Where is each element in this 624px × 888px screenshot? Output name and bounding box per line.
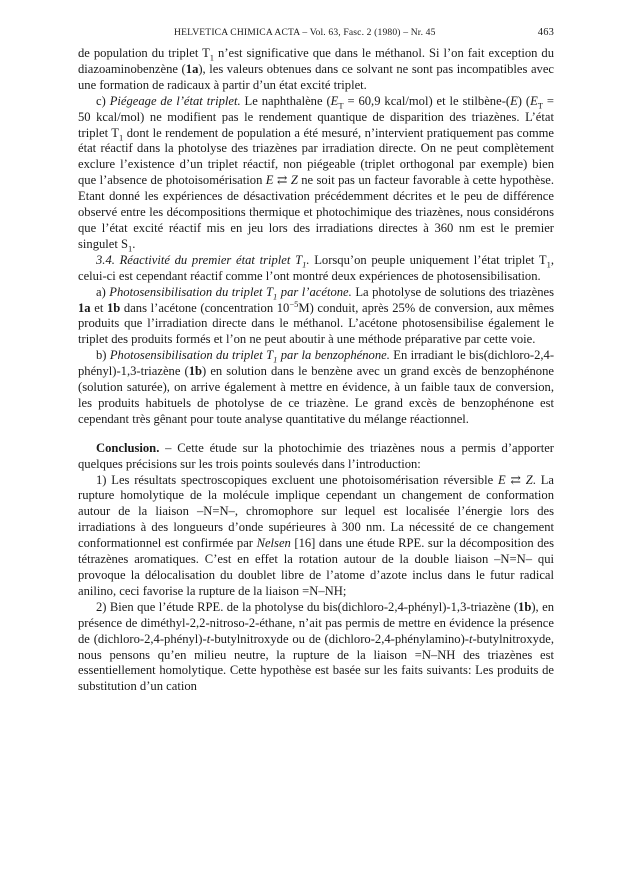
text-run: – Cette étude sur la photochimie des triazènes nous a permis d’apporter quelques précisions sur les trois points soulevés dans l’introduction: <box>78 440 554 471</box>
text-run: t <box>468 631 473 646</box>
text-run: Lorsqu’on peuple uniquement l’état triplet T <box>309 252 547 267</box>
paragraph-p3 <box>78 253 554 285</box>
text-run: 1 <box>273 354 278 365</box>
text-run: Piégeage de l’état triplet. <box>109 93 241 108</box>
text-run: 1 <box>302 259 307 270</box>
text-run: 1a <box>78 300 91 315</box>
text-run: . <box>306 252 310 267</box>
text-run: T <box>537 100 543 111</box>
paragraph-p1 <box>78 46 554 94</box>
text-run: La photolyse de solutions des triazènes <box>351 284 555 299</box>
text-run: 1 <box>546 259 551 270</box>
article-body <box>78 46 554 695</box>
text-run: 1 <box>209 52 215 63</box>
text-run: M) conduit, après 25% de conversion, aux mêmes produits que l’irradiation directe dans le méthanol. L’acétone photosensibilise également le triplet des produits formés et l’on ne peut aboutir à une méthode préparative par cette voie. <box>78 300 554 347</box>
text-run: ne soit pas un facteur favorable à cette hypothèse. Etant donné les expériences de désactivation précédemment décrites et le peu de différence observé entre les décompositions thermique et photochimique des triazènes, nous considérons que l’état excité réactif mis en jeu lors des irradiations directes à 360 nm est le premier singulet S <box>78 173 554 251</box>
text-run: dans l’acétone (concentration 10 <box>120 300 290 315</box>
text-run: par la benzophénone. <box>277 348 390 363</box>
text-run: . La rupture homolytique de la molécule implique cependant un changement de conformation autour de la liaison –N=N–, chromophore sur lequel est localisée l’énergie lors des irradiations à des longueurs d’onde supérieures à 300 nm. La nécessité de ce changement conformationnel est confirmée par <box>78 472 554 551</box>
text-run: ) ( <box>517 93 531 108</box>
text-run: ), les valeurs obtenues dans ce solvant ne sont pas incompatibles avec une formation de radicaux à partir d’un état excité triplet. <box>78 61 555 92</box>
text-run: ⇄ <box>273 173 291 188</box>
paragraph-p7 <box>78 473 554 600</box>
text-run: 3.4. Réactivité du premier état triplet T <box>96 252 303 267</box>
paragraph-p6 <box>78 441 554 473</box>
text-run: 1) Les résultats spectroscopiques excluent une photoisomérisation réversible <box>96 472 498 487</box>
paragraph-p4 <box>78 285 554 349</box>
text-run: 1 <box>273 291 278 302</box>
text-run: , celui-ci est cependant réactif comme l’ont montré deux expériences de photosensibilisation. <box>78 252 554 283</box>
text-run: T <box>338 100 344 111</box>
text-run: b) <box>96 348 110 363</box>
text-run: 2) Bien que l’étude RPE. de la photolyse du bis(dichloro-2,4-phényl)-1,3-triazène ( <box>96 599 519 614</box>
paragraph-p5 <box>78 348 554 428</box>
text-run: [16] dans une étude RPE. sur la décomposition des tétrazènes aromatiques. C’est en effet la rotation autour de la double liaison –N=N– qui provoque la délocalisation du doublet libre de l’atome d’azote inclus dans le futur radical anilino, ceci favorise la rupture de la liaison =N–NH; <box>78 536 554 598</box>
text-run: 1 <box>128 243 133 254</box>
page-number: 463 <box>537 27 554 38</box>
text-run: ⇄ <box>505 472 526 487</box>
paragraph-p2 <box>78 94 554 253</box>
text-run: Z <box>525 472 533 487</box>
text-run: -butylnitroxyde, nous pensons qu’en milieu neutre, la rupture de la liaison =N–NH des triazènes est essentiellement homolytique. Cette hypothèse est basée sur les faits suivants: Les produits de substitution d’un cation <box>78 631 554 694</box>
text-run: ) en solution dans le benzène avec un grand excès de benzophénone (solution saturée), on arrive également à mettre en évidence, à un faible taux de conversion, les produits habituels de photolyse de ce triazène. Le grand excès de benzophénone est cependant très gênant pour toute analyse quantitative du mélange réactionnel. <box>78 364 554 426</box>
text-run: En irradiant le bis(dichloro-2,4-phényl)-1,3-triazène ( <box>78 348 555 379</box>
text-run: 1 <box>119 132 124 143</box>
text-run: E <box>330 93 339 108</box>
text-run: E <box>265 173 274 188</box>
text-run: Photosensibilisation du triplet T <box>109 284 274 299</box>
section-spacer <box>78 428 554 441</box>
journal-citation: HELVETICA CHIMICA ACTA – Vol. 63, Fasc. 2 (1980) – Nr. 45 <box>174 27 436 38</box>
text-run: E <box>530 93 538 108</box>
text-run: 1a <box>185 61 199 76</box>
text-run: ), en présence de diméthyl-2,2-nitroso-2-éthane, n’ait pas permis de mettre en évidence la présence de (dichloro-2,4-phényl)- <box>78 599 554 646</box>
text-run: = 60,9 kcal/mol) et le stilbène-( <box>343 93 511 108</box>
text-run: Conclusion. <box>96 440 160 455</box>
text-run: E <box>497 472 506 487</box>
text-run: . <box>132 236 136 251</box>
paragraph-p8 <box>78 600 554 695</box>
text-run: Z <box>290 173 298 188</box>
text-run: c) <box>96 93 110 108</box>
text-run: par l’acétone. <box>277 284 352 299</box>
text-run: t <box>206 631 211 646</box>
text-run: -butylnitroxyde ou de (dichloro-2,4-phénylamino)- <box>210 631 469 646</box>
text-run: 1b <box>106 300 121 315</box>
text-run: Photosensibilisation du triplet T <box>109 348 274 363</box>
text-run: Le naphthalène ( <box>240 93 331 108</box>
text-run: −5 <box>289 298 299 309</box>
text-run: dont le rendement de population a été mesuré, n’intervient pratiquement pas comme état réactif dans la photolyse des triazènes par irradiation directe. On ne peut complètement exclure l’existence d’un triplet réactif, non piégeable (triplet orthogonal par exemple) bien que l’absence de photoisomérisation <box>78 125 554 188</box>
text-run: de population du triplet T <box>78 46 210 60</box>
text-run: a) <box>96 284 110 299</box>
text-run: Nelsen <box>256 536 291 551</box>
text-run: 1b <box>188 364 203 379</box>
text-run: 1b <box>518 599 532 614</box>
text-run: et <box>90 300 107 315</box>
text-run: = 50 kcal/mol) ne modifient pas le rendement quantique de disparition des triazènes. L’état triplet T <box>78 93 554 140</box>
text-run: E <box>510 93 518 108</box>
text-run: n’est significative que dans le méthanol. Si l’on fait exception du diazoaminobenzène ( <box>78 46 554 76</box>
